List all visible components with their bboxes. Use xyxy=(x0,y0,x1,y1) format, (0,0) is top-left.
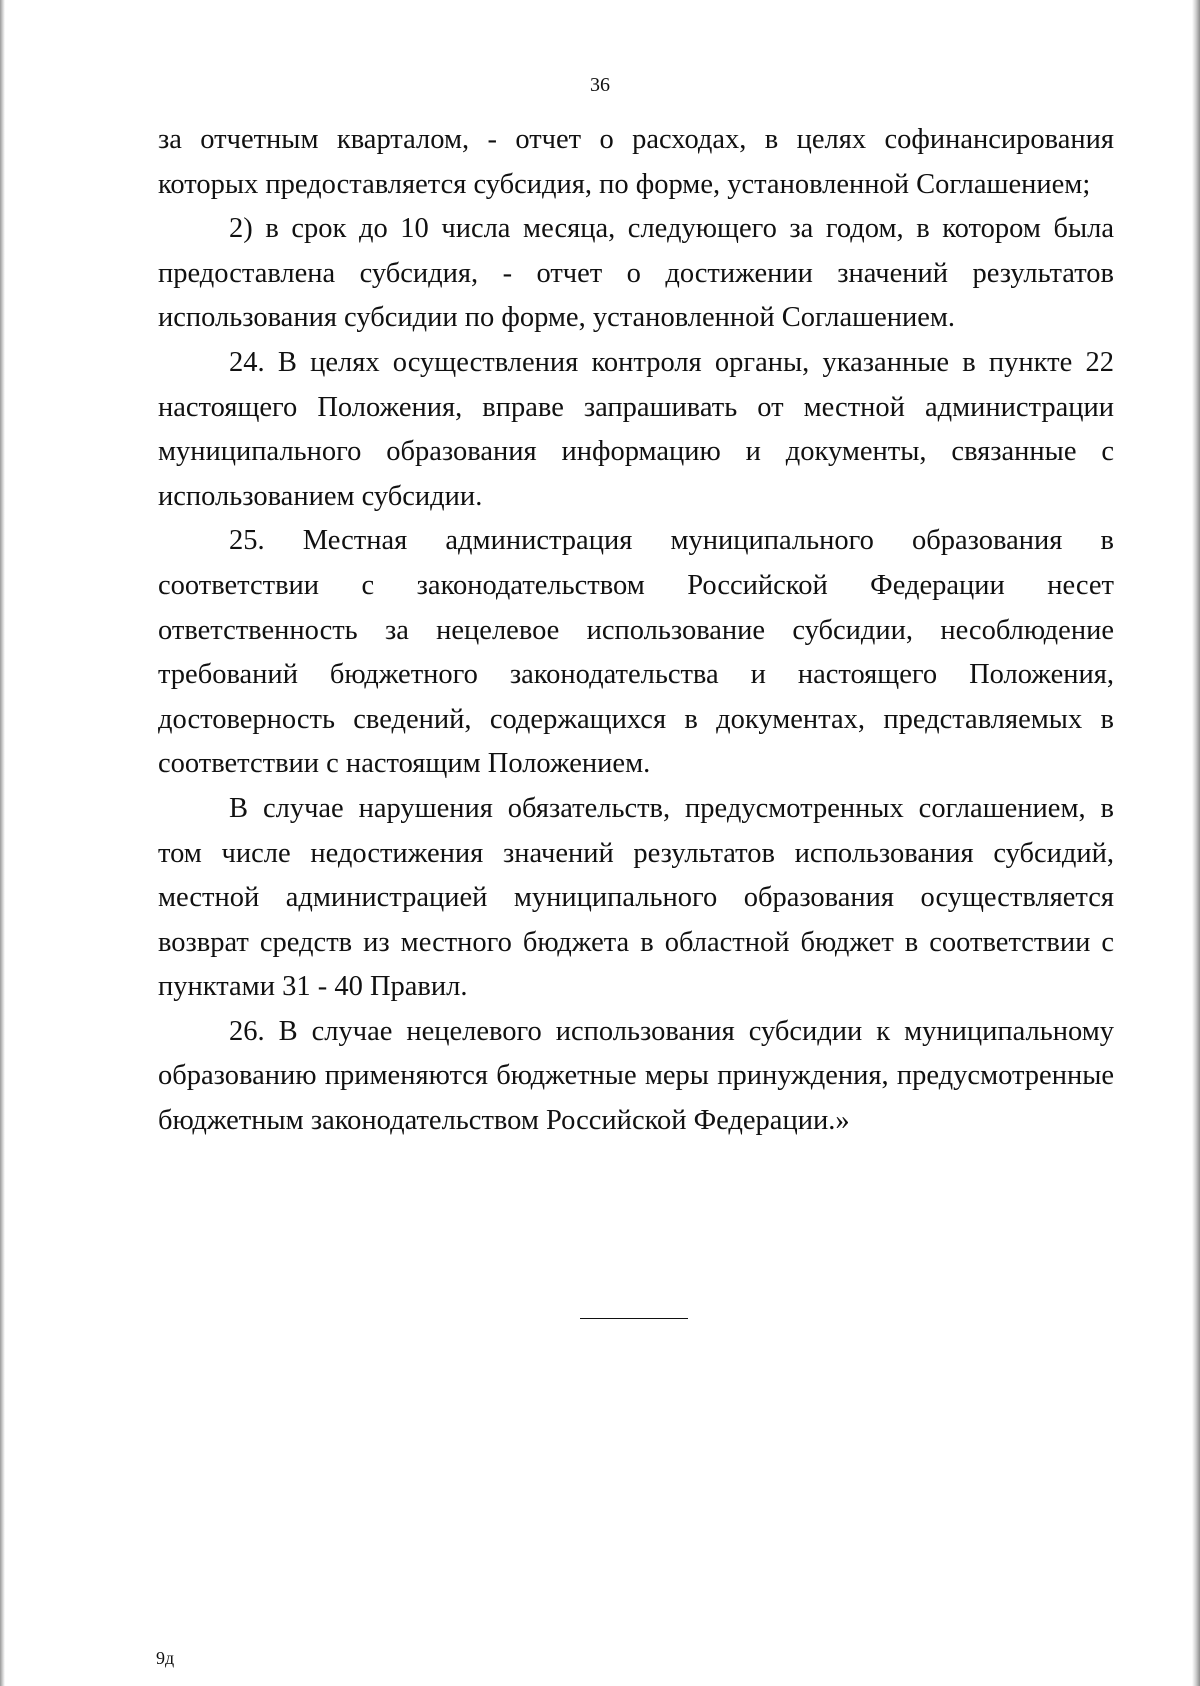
footer-code: 9д xyxy=(156,1648,175,1668)
paragraph-continuation: за отчетным кварталом, - отчет о расходах, в целях софинансирования которых предоставляется субсидия, по форме, установленной Соглашением; xyxy=(158,124,1114,200)
paragraph-25: 25. Местная администрация муниципального образования в соответствии с законодательством Российской Федерации несет ответственность за нецелевое использование субсидии, несоблюдение требований бюджетного законодательства и настоящего Положения, достоверность сведений, содержащихся в документах, представляемых в соответствии с настоящим Положением. xyxy=(158,525,1114,780)
paragraph-24: 24. В целях осуществления контроля органы, указанные в пункте 22 настоящего Положения, вправе запрашивать от местной администрации муниципального образования информацию и документы, связанные с использованием субсидии. xyxy=(158,346,1114,512)
page-number: 36 xyxy=(590,74,610,96)
scan-edge-left xyxy=(0,0,5,1686)
paragraph-item-2: 2) в срок до 10 числа месяца, следующего за годом, в котором была предоставлена субсидия, - отчет о достижении значений результатов использования субсидии по форме, установленной Соглашением. xyxy=(158,213,1114,334)
end-separator-line xyxy=(580,1318,688,1319)
document-body xyxy=(158,118,1114,1144)
scan-edge-right xyxy=(1192,0,1200,1686)
paragraph-26: 26. В случае нецелевого использования субсидии к муниципальному образованию применяются бюджетные меры принуждения, предусмотренные бюджетным законодательством Российской Федерации.» xyxy=(158,1015,1114,1137)
paragraph-violation: В случае нарушения обязательств, предусмотренных соглашением, в том числе недостижения значений результатов использования субсидий, местной администрацией муниципального образования осуществляется возврат средств из местного бюджета в областной бюджет в соответствии с пунктами 31 - 40 Правил. xyxy=(158,792,1114,1003)
